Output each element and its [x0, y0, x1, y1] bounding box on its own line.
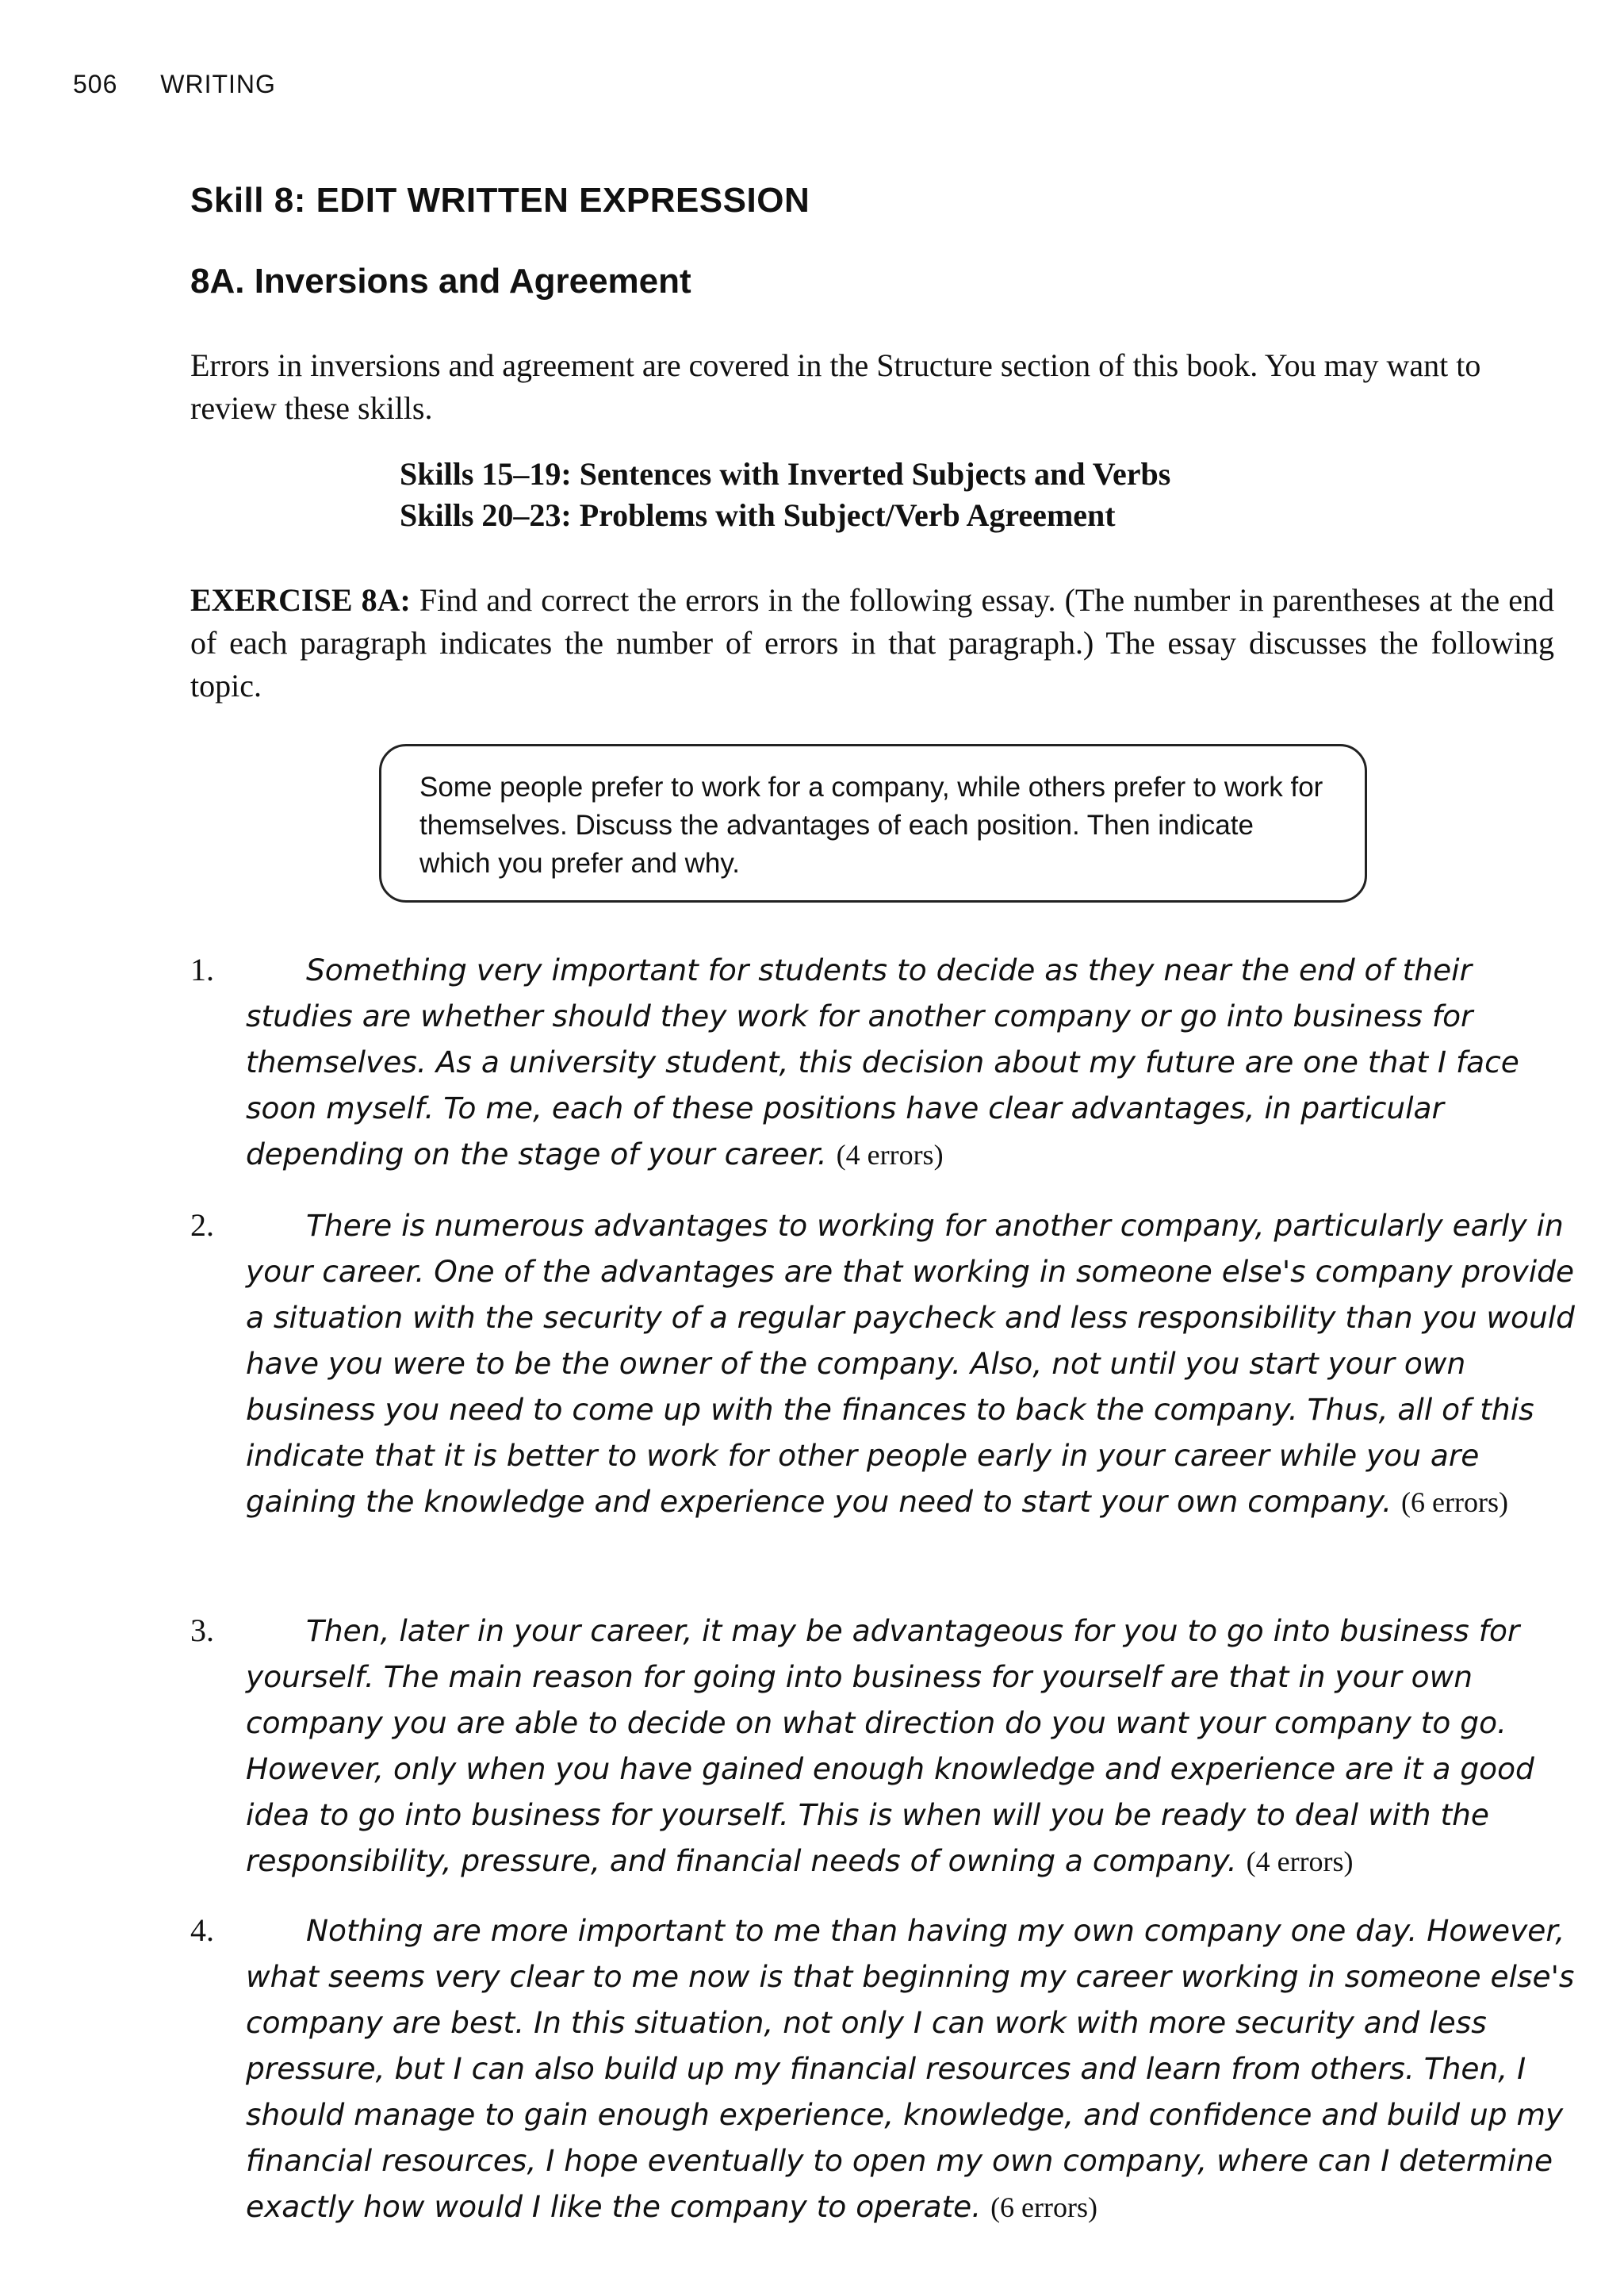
paragraph-number: 4. — [190, 1912, 214, 1948]
paragraph-body: Something very important for students to decide as they near the end of their studies are whether should they work for another company or go into business for themselves. As a university student, this decision about my future are one that I face soon myself. To me, each of these positions have clear advantages, in particular depending on the stage of your career. — [246, 953, 1519, 1171]
paragraph-number: 2. — [190, 1207, 214, 1243]
paragraph-number: 3. — [190, 1612, 214, 1648]
error-count: (4 errors) — [836, 1139, 944, 1171]
page-number: 506 — [73, 70, 118, 98]
paragraph-number: 1. — [190, 952, 214, 987]
topic-box — [379, 744, 1367, 903]
paragraph-text — [246, 1908, 1586, 2230]
running-header — [73, 70, 276, 99]
subsection-title: 8A. Inversions and Agreement — [190, 262, 691, 301]
topic-text: Some people prefer to work for a company, while others prefer to work for themselves. Discuss the advantages of each position. Then indicate which you prefer and why. — [419, 772, 1323, 879]
exercise-text: Find and correct the errors in the following essay. (The number in parentheses at the end of each paragraph indicates the number of errors in that paragraph.) The essay discusses the following topic. — [190, 582, 1554, 704]
skill-title: Skill 8: EDIT WRITTEN EXPRESSION — [190, 181, 810, 220]
error-count: (6 errors) — [990, 2191, 1097, 2223]
paragraph-text — [246, 1202, 1586, 1525]
paragraph-text — [246, 1608, 1586, 1884]
exercise-label: EXERCISE 8A: — [190, 582, 411, 618]
skills-list — [400, 454, 1170, 536]
error-count: (4 errors) — [1246, 1846, 1354, 1877]
intro-paragraph: Errors in inversions and agreement are covered in the Structure section of this book. You may want to review these skills. — [190, 347, 1481, 426]
exercise-instructions — [190, 579, 1554, 707]
error-count: (6 errors) — [1401, 1486, 1508, 1518]
skills-list-item: Skills 15–19: Sentences with Inverted Subjects and Verbs — [400, 456, 1171, 492]
section-name: WRITING — [160, 70, 276, 98]
paragraph-body: Then, later in your career, it may be advantageous for you to go into business for yourself. The main reason for going into business for yourself are that in your own company you are able to decide on what direction do you want your company to go. However, only when you have gained enough knowledge and experience are it a good idea to go into business for yourself. This is when will you be ready to deal with the responsibility, pressure, and financial needs of owning a company. — [246, 1613, 1534, 1878]
paragraph-body: There is numerous advantages to working for another company, particularly early in your career. One of the advantages are that working in someone else's company provide a situation with the security of a regular paycheck and less responsibility than you would have you were to be the owner of the company. Also, not until you start your own business you need to come up with the finances to back the company. Thus, all of this indicate that it is better to work for other people early in your career while you are gaining the knowledge and experience you need to start your own company. — [246, 1208, 1575, 1519]
skills-list-item: Skills 20–23: Problems with Subject/Verb Agreement — [400, 497, 1116, 533]
paragraph-text — [246, 947, 1586, 1178]
paragraph-body: Nothing are more important to me than having my own company one day. However, what seems very clear to me now is that beginning my career working in someone else's company are best. In this situation, not only I can work with more security and less pressure, but I can also build up my financial resources and learn from others. Then, I should manage to gain enough experience, knowledge, and confidence and build up my financial resources, I hope eventually to open my own company, where can I determine exactly how would I like the company to operate. — [246, 1913, 1575, 2224]
